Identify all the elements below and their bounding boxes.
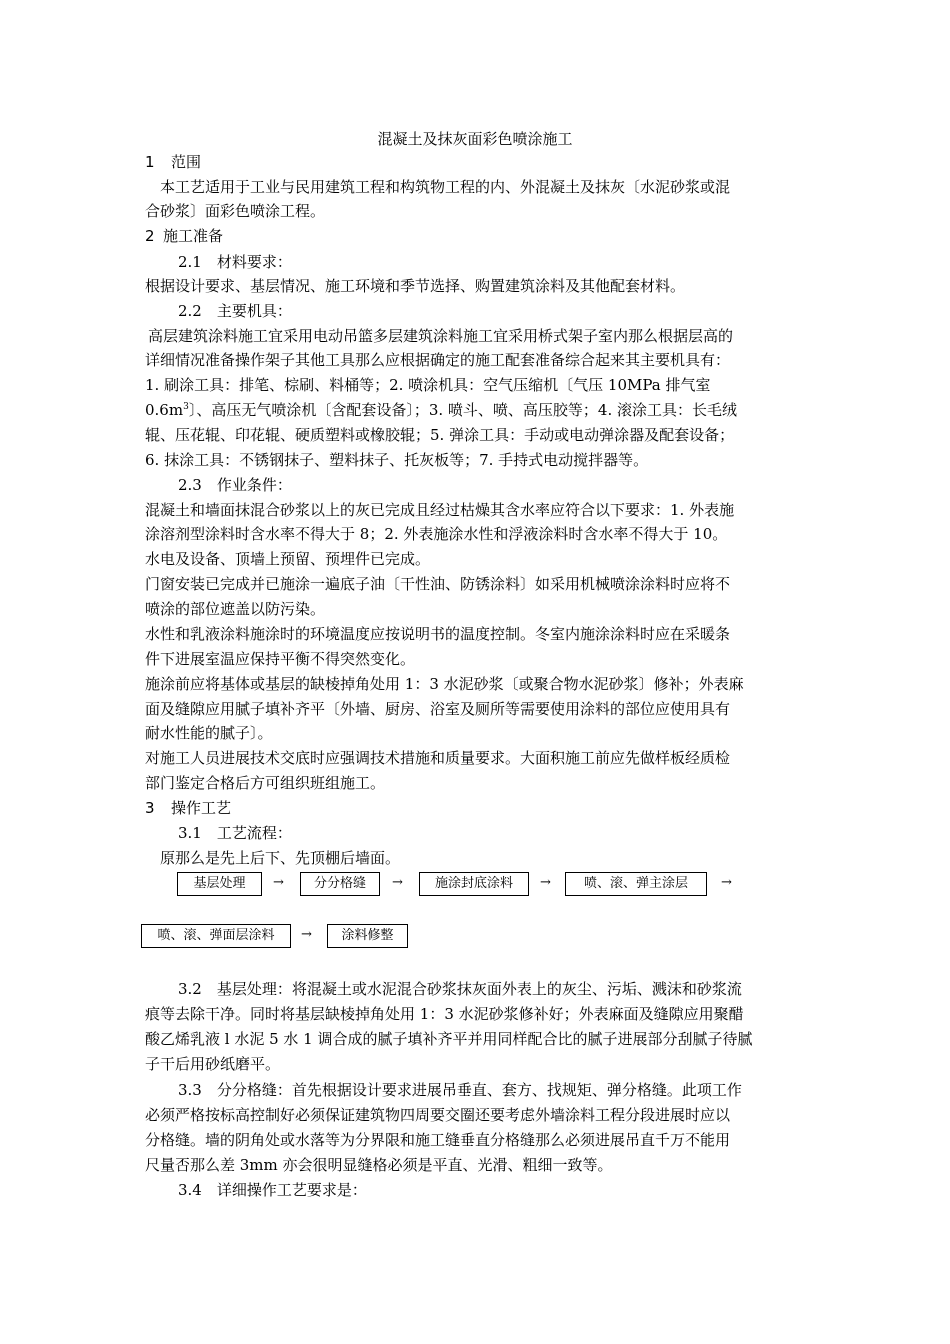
subsection-label: 2.2 主要机具： (178, 302, 292, 320)
paragraph-line (145, 398, 737, 422)
paragraph-line: 酸乙烯乳液 l 水泥 5 水 1 调合成的腻子填补齐平并用同样配合比的腻子进展部分刮腻子待腻 (145, 1030, 753, 1048)
paragraph-line: 涂溶剂型涂料时含水率不得大于 8；2. 外表施涂水性和浮液涂料时含水率不得大于 10。 (145, 525, 728, 543)
subsection-label: 2.3 作业条件： (178, 476, 292, 494)
paragraph-line: 本工艺适用于工业与民用建筑工程和构筑物工程的内、外混凝土及抹灰〔水泥砂浆或混 (160, 178, 731, 196)
paragraph-line: 合砂浆〕面彩色喷涂工程。 (145, 202, 326, 220)
paragraph-line: 子干后用砂纸磨平。 (145, 1055, 281, 1073)
section-title: 操作工艺 (171, 799, 232, 817)
document-title: 混凝土及抹灰面彩色喷涂施工 (377, 130, 573, 148)
superscript: 3 (183, 402, 189, 412)
paragraph-line: 高层建筑涂料施工宜采用电动吊篮多层建筑涂料施工宜采用桥式架子室内那么根据层高的 (148, 327, 734, 345)
flow-arrow: → (540, 875, 551, 890)
paragraph-line: 面及缝隙应用腻子填补齐平〔外墙、厨房、浴室及厕所等需要使用涂料的部位应使用具有 (145, 700, 731, 718)
paragraph-line: 件下进展室温应保持平衡不得突然变化。 (145, 650, 416, 668)
paragraph-line: 水性和乳液涂料施涂时的环境温度应按说明书的温度控制。冬室内施涂涂料时应在采暖条 (145, 625, 731, 643)
flow-arrow: → (273, 875, 284, 890)
paragraph-line: 喷涂的部位遮盖以防污染。 (145, 600, 326, 618)
section-1-heading (145, 150, 201, 174)
flow-arrow: → (392, 875, 403, 890)
flow-step-grid-joint: 分分格缝 (300, 872, 380, 896)
paragraph-line: 3.3 分分格缝：首先根据设计要求进展吊垂直、套方、找规矩、弹分格缝。此项工作 (178, 1081, 742, 1099)
paragraph-line: 痕等去除干净。同时将基层缺棱掉角处用 1：3 水泥砂浆修补好；外表麻面及缝隙应用聚醋 (145, 1005, 744, 1023)
section-number: 2 (145, 227, 155, 245)
flow-step-main-coat: 喷、滚、弹主涂层 (565, 872, 707, 896)
paragraph-line: 部门鉴定合格后方可组织班组施工。 (145, 774, 386, 792)
section-2-heading (145, 224, 223, 248)
subsection-label: 3.1 工艺流程： (178, 824, 292, 842)
flow-step-base-treatment: 基层处理 (177, 872, 262, 896)
paragraph-line: 分格缝。墙的阴角处或水落等为分界限和施工缝垂直分格缝那么必须进展吊直千万不能用 (145, 1131, 731, 1149)
flow-arrow: → (301, 927, 312, 942)
section-title: 施工准备 (163, 227, 224, 245)
paragraph-line: 耐水性能的腻子〕。 (145, 724, 273, 742)
subsection-label: 2.1 材料要求： (178, 253, 292, 271)
text-run: 〕、高压无气喷涂机〔含配套设备〕；3. 喷斗、喷、高压胶等；4. 滚涂工具：长毛绒 (188, 401, 737, 419)
section-number: 3 (145, 799, 155, 817)
flow-step-sealing-coat: 施涂封底涂料 (419, 872, 529, 896)
paragraph-line: 对施工人员进展技术交底时应强调技术措施和质量要求。大面积施工前应先做样板经质检 (145, 749, 731, 767)
paragraph-line: 详细情况准备操作架子其他工具那么应根据确定的施工配套准备综合起来其主要机具有： (145, 351, 731, 369)
paragraph-line: 门窗安装已完成并已施涂一遍底子油〔干性油、防锈涂料〕如采用机械喷涂涂料时应将不 (145, 575, 731, 593)
paragraph-line: 辊、压花辊、印花辊、硬质塑料或橡胶辊；5. 弹涂工具：手动或电动弹涂器及配套设备； (145, 426, 735, 444)
flow-step-top-coat: 喷、滚、弹面层涂料 (141, 924, 291, 948)
section-number: 1 (145, 153, 155, 171)
flow-step-finishing: 涂料修整 (327, 924, 408, 948)
paragraph-line: 施涂前应将基体或基层的缺棱掉角处用 1：3 水泥砂浆〔或聚合物水泥砂浆〕修补；外表麻 (145, 675, 744, 693)
flow-arrow: → (721, 875, 732, 890)
paragraph-line: 6. 抹涂工具：不锈钢抹子、塑料抹子、托灰板等；7. 手持式电动搅拌器等。 (145, 451, 649, 469)
paragraph-line: 1. 刷涂工具：排笔、棕刷、料桶等；2. 喷涂机具：空气压缩机〔气压 10MPa 排气室 (145, 376, 711, 394)
paragraph-line: 3.2 基层处理：将混凝土或水泥混合砂浆抹灰面外表上的灰尘、污垢、溅沫和砂浆流 (178, 980, 742, 998)
paragraph-line: 原那么是先上后下、先顶棚后墙面。 (160, 849, 401, 867)
paragraph-line: 混凝土和墙面抹混合砂浆以上的灰已完成且经过枯燥其含水率应符合以下要求：1. 外表施 (145, 501, 735, 519)
paragraph-line: 必须严格按标高控制好必须保证建筑物四周要交圈还要考虑外墙涂料工程分段进展时应以 (145, 1106, 731, 1124)
text-run: 0.6m (145, 401, 184, 419)
paragraph-line: 尺量否那么差 3mm 亦会很明显缝格必须是平直、光滑、粗细一致等。 (145, 1156, 613, 1174)
subsection-label: 3.4 详细操作工艺要求是： (178, 1181, 367, 1199)
paragraph-line: 水电及设备、顶墙上预留、预埋件已完成。 (145, 550, 431, 568)
section-title: 范围 (171, 153, 202, 171)
section-3-heading (145, 796, 231, 820)
paragraph-line: 根据设计要求、基层情况、施工环境和季节选择、购置建筑涂料及其他配套材料。 (145, 277, 686, 295)
